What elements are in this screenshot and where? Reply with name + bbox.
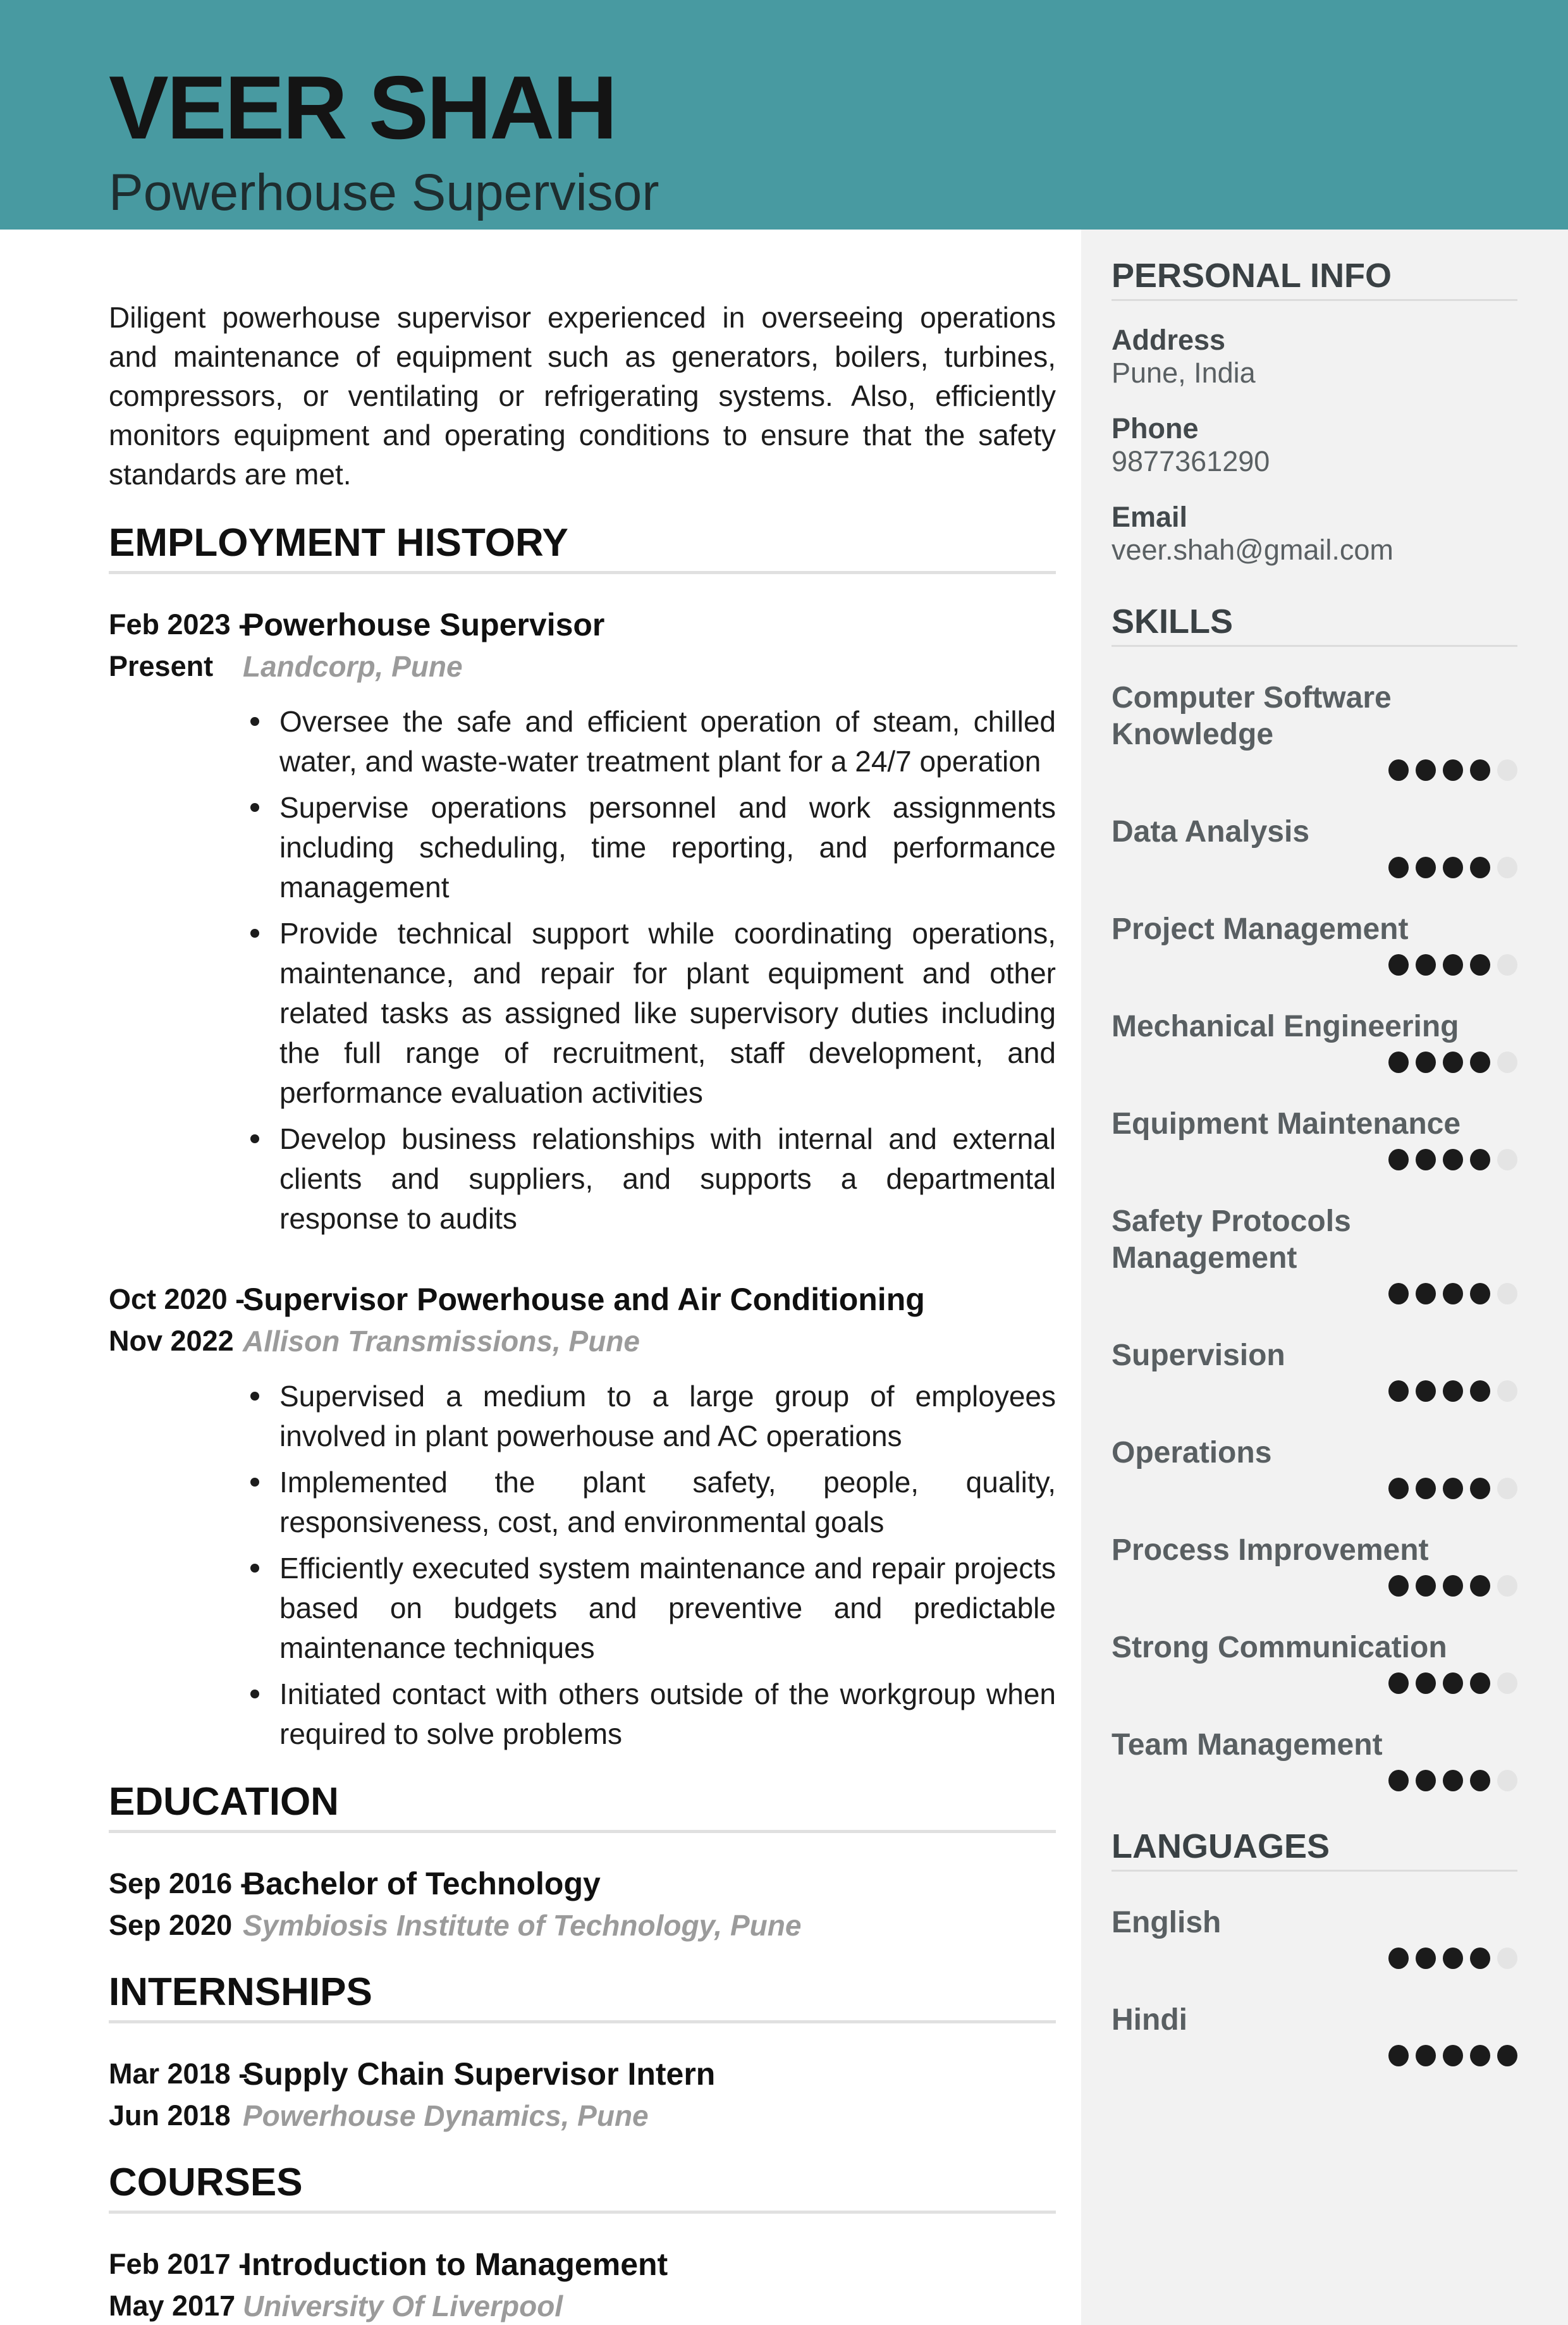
- skill-item: [1112, 1629, 1517, 1694]
- rating-dot-filled: [1388, 954, 1409, 976]
- bullet-item: Supervise operations personnel and work assignments including scheduling, time reporting, and performance management: [243, 788, 1056, 907]
- rating-dot-filled: [1388, 857, 1409, 878]
- skill-item: [1112, 1727, 1517, 1791]
- course-entry: [109, 2245, 1056, 2325]
- rating-dot-empty: [1497, 1283, 1517, 1304]
- bullet-item: Efficiently executed system maintenance and repair projects based on budgets and preventive and predictable maintenance techniques: [243, 1549, 1056, 1668]
- rating-dot-empty: [1497, 1149, 1517, 1170]
- rating-dot-empty: [1497, 1948, 1517, 1969]
- section-courses: [109, 2162, 1056, 2325]
- skill-rating: [1112, 1575, 1517, 1597]
- job-entry: [109, 1280, 1056, 1754]
- rating-dot-filled: [1443, 1672, 1463, 1694]
- rating-dot-filled: [1416, 759, 1436, 781]
- profile-summary: Diligent powerhouse supervisor experienced in overseeing operations and maintenance of equipment such as generators, boilers, turbines, compressors, or ventilating or refrigerating systems. Also, efficiently monitors equipment and operating conditions to ensure that the safety standards are met.: [109, 301, 1056, 491]
- section-heading: EMPLOYMENT HISTORY: [109, 521, 568, 565]
- rating-dot-filled: [1388, 1770, 1409, 1791]
- personal-info-field: [1112, 501, 1517, 567]
- skill-rating: [1112, 1672, 1517, 1694]
- rating-dot-filled: [1416, 1149, 1436, 1170]
- sidebar-heading: PERSONAL INFO: [1112, 257, 1392, 295]
- skill-name: Data Analysis: [1112, 815, 1310, 849]
- skill-rating: [1112, 1380, 1517, 1402]
- rating-dot-empty: [1497, 1380, 1517, 1402]
- course-institution: University Of Liverpool: [243, 2290, 563, 2322]
- rating-dot-filled: [1388, 759, 1409, 781]
- rating-dot-filled: [1388, 1575, 1409, 1597]
- rating-dot-filled: [1443, 1478, 1463, 1499]
- internship-entry: [109, 2055, 1056, 2135]
- field-label: Email: [1112, 501, 1188, 533]
- rating-dot-filled: [1470, 1380, 1490, 1402]
- skill-rating: [1112, 759, 1517, 781]
- section-divider: [109, 571, 1056, 574]
- bullet-item: Develop business relationships with internal and external clients and suppliers, and supports a departmental response to audits: [243, 1119, 1056, 1239]
- skill-rating: [1112, 1478, 1517, 1499]
- skill-name: Operations: [1112, 1436, 1272, 1469]
- internship-company: Powerhouse Dynamics, Pune: [243, 2099, 649, 2132]
- rating-dot-filled: [1416, 1283, 1436, 1304]
- rating-dot-filled: [1470, 1948, 1490, 1969]
- main-column: [0, 230, 1081, 2325]
- rating-dot-filled: [1470, 1052, 1490, 1073]
- rating-dot-filled: [1443, 2045, 1463, 2066]
- internship-date-end: Jun 2018: [109, 2099, 231, 2132]
- sidebar-section-languages: [1112, 1828, 1517, 2066]
- rating-dot-filled: [1443, 1575, 1463, 1597]
- rating-dot-filled: [1416, 954, 1436, 976]
- personal-info-field: [1112, 324, 1517, 390]
- section-internships: [109, 1972, 1056, 2135]
- language-name: Hindi: [1112, 2003, 1187, 2037]
- rating-dot-empty: [1497, 1052, 1517, 1073]
- skill-name: Computer Software Knowledge: [1112, 681, 1392, 751]
- rating-dot-filled: [1388, 1672, 1409, 1694]
- rating-dot-filled: [1416, 2045, 1436, 2066]
- rating-dot-filled: [1443, 1149, 1463, 1170]
- rating-dot-empty: [1497, 759, 1517, 781]
- skill-item: [1112, 1532, 1517, 1597]
- skill-name: Process Improvement: [1112, 1533, 1429, 1567]
- skill-name: Equipment Maintenance: [1112, 1107, 1461, 1141]
- skill-rating: [1112, 954, 1517, 976]
- rating-dot-filled: [1443, 1770, 1463, 1791]
- section-heading: EDUCATION: [109, 1780, 339, 1824]
- skill-name: Project Management: [1112, 912, 1409, 946]
- language-name: English: [1112, 1906, 1222, 1939]
- job-bullet-list: [109, 1377, 1056, 1754]
- sidebar-divider: [1112, 299, 1517, 301]
- education-degree: Bachelor of Technology: [243, 1866, 601, 1901]
- rating-dot-filled: [1388, 1380, 1409, 1402]
- education-entry: [109, 1865, 1056, 1944]
- skill-item: [1112, 1435, 1517, 1499]
- education-institution: Symbiosis Institute of Technology, Pune: [243, 1909, 802, 1942]
- rating-dot-filled: [1416, 1052, 1436, 1073]
- rating-dot-filled: [1470, 1149, 1490, 1170]
- job-company: Landcorp, Pune: [243, 650, 463, 683]
- skill-item: [1112, 1009, 1517, 1073]
- internship-title: Supply Chain Supervisor Intern: [243, 2056, 716, 2092]
- rating-dot-filled: [1443, 954, 1463, 976]
- rating-dot-filled: [1497, 2045, 1517, 2066]
- internship-date-start: Mar 2018 -: [109, 2058, 248, 2090]
- section-education: [109, 1782, 1056, 1944]
- rating-dot-empty: [1497, 1575, 1517, 1597]
- header-band: [0, 0, 1568, 230]
- rating-dot-filled: [1443, 1380, 1463, 1402]
- job-date-end: Present: [109, 650, 214, 682]
- personal-info-field: [1112, 412, 1517, 478]
- bullet-item: Supervised a medium to a large group of employees involved in plant powerhouse and AC operations: [243, 1377, 1056, 1456]
- skill-rating: [1112, 1149, 1517, 1170]
- section-employment-history: [109, 523, 1056, 1754]
- section-divider: [109, 2020, 1056, 2023]
- skill-name: Team Management: [1112, 1728, 1383, 1762]
- rating-dot-filled: [1416, 1575, 1436, 1597]
- skill-rating: [1112, 857, 1517, 878]
- sidebar-divider: [1112, 1870, 1517, 1872]
- rating-dot-filled: [1388, 1478, 1409, 1499]
- job-title: Powerhouse Supervisor: [243, 607, 605, 642]
- rating-dot-filled: [1416, 1948, 1436, 1969]
- language-rating: [1112, 1948, 1517, 1969]
- rating-dot-filled: [1388, 1052, 1409, 1073]
- section-divider: [109, 2211, 1056, 2214]
- language-item: [1112, 1905, 1517, 1969]
- skill-name: Strong Communication: [1112, 1631, 1447, 1664]
- rating-dot-filled: [1388, 1149, 1409, 1170]
- skill-name: Supervision: [1112, 1339, 1285, 1372]
- job-bullet-list: [109, 702, 1056, 1239]
- phone-value: 9877361290: [1112, 445, 1270, 477]
- course-date-end: May 2017: [109, 2290, 236, 2322]
- job-date-start: Oct 2020 -: [109, 1283, 245, 1315]
- skill-item: [1112, 1203, 1517, 1304]
- skill-item: [1112, 911, 1517, 976]
- sidebar: [1081, 230, 1568, 2325]
- skill-item: [1112, 814, 1517, 878]
- section-heading: INTERNSHIPS: [109, 1970, 372, 2014]
- education-date-start: Sep 2016 -: [109, 1867, 250, 1899]
- rating-dot-filled: [1470, 1575, 1490, 1597]
- rating-dot-empty: [1497, 857, 1517, 878]
- skill-item: [1112, 1106, 1517, 1170]
- rating-dot-filled: [1443, 1948, 1463, 1969]
- bullet-item: Implemented the plant safety, people, quality, responsiveness, cost, and environmental goals: [243, 1463, 1056, 1542]
- rating-dot-empty: [1497, 1770, 1517, 1791]
- course-date-start: Feb 2017 -: [109, 2248, 248, 2280]
- email-value: veer.shah@gmail.com: [1112, 534, 1393, 566]
- language-rating: [1112, 2045, 1517, 2066]
- rating-dot-empty: [1497, 1478, 1517, 1499]
- rating-dot-filled: [1416, 857, 1436, 878]
- rating-dot-filled: [1388, 2045, 1409, 2066]
- job-entry: [109, 606, 1056, 1239]
- rating-dot-filled: [1416, 1770, 1436, 1791]
- rating-dot-filled: [1388, 1948, 1409, 1969]
- rating-dot-empty: [1497, 1672, 1517, 1694]
- rating-dot-filled: [1470, 759, 1490, 781]
- sidebar-section-skills: [1112, 603, 1517, 1791]
- skill-name: Mechanical Engineering: [1112, 1010, 1459, 1043]
- bullet-item: Provide technical support while coordinating operations, maintenance, and repair for plant equipment and other related tasks as assigned like supervisory duties including the full range of recruitment, staff development, and performance evaluation activities: [243, 914, 1056, 1113]
- rating-dot-filled: [1470, 1478, 1490, 1499]
- section-heading: COURSES: [109, 2161, 303, 2204]
- skill-rating: [1112, 1052, 1517, 1073]
- address-value: Pune, India: [1112, 357, 1256, 389]
- rating-dot-filled: [1416, 1672, 1436, 1694]
- job-date-start: Feb 2023 -: [109, 608, 248, 641]
- job-title: Supervisor Powerhouse and Air Conditioning: [243, 1282, 925, 1317]
- skill-rating: [1112, 1770, 1517, 1791]
- field-label: Address: [1112, 324, 1226, 356]
- field-label: Phone: [1112, 412, 1199, 445]
- rating-dot-filled: [1443, 1283, 1463, 1304]
- course-title: Introduction to Management: [243, 2247, 668, 2282]
- rating-dot-empty: [1497, 954, 1517, 976]
- job-date-end: Nov 2022: [109, 1325, 234, 1357]
- section-divider: [109, 1830, 1056, 1833]
- rating-dot-filled: [1470, 857, 1490, 878]
- education-date-end: Sep 2020: [109, 1909, 233, 1941]
- rating-dot-filled: [1416, 1478, 1436, 1499]
- language-item: [1112, 2002, 1517, 2066]
- rating-dot-filled: [1388, 1283, 1409, 1304]
- content-columns: [0, 230, 1568, 2325]
- rating-dot-filled: [1416, 1380, 1436, 1402]
- rating-dot-filled: [1470, 2045, 1490, 2066]
- rating-dot-filled: [1470, 1672, 1490, 1694]
- skill-item: [1112, 1337, 1517, 1402]
- bullet-item: Initiated contact with others outside of the workgroup when required to solve problems: [243, 1674, 1056, 1754]
- person-job-title: Powerhouse Supervisor: [109, 164, 659, 221]
- skill-item: [1112, 680, 1517, 781]
- rating-dot-filled: [1443, 759, 1463, 781]
- rating-dot-filled: [1470, 1283, 1490, 1304]
- rating-dot-filled: [1443, 857, 1463, 878]
- sidebar-heading: LANGUAGES: [1112, 1827, 1330, 1865]
- sidebar-divider: [1112, 645, 1517, 647]
- skill-rating: [1112, 1283, 1517, 1304]
- sidebar-heading: SKILLS: [1112, 603, 1234, 641]
- skill-name: Safety Protocols Management: [1112, 1205, 1351, 1275]
- sidebar-section-personal-info: [1112, 257, 1517, 567]
- rating-dot-filled: [1470, 1770, 1490, 1791]
- rating-dot-filled: [1470, 954, 1490, 976]
- person-name: VEER SHAH: [109, 58, 616, 158]
- rating-dot-filled: [1443, 1052, 1463, 1073]
- bullet-item: Oversee the safe and efficient operation of steam, chilled water, and waste-water treatment plant for a 24/7 operation: [243, 702, 1056, 782]
- job-company: Allison Transmissions, Pune: [243, 1325, 640, 1358]
